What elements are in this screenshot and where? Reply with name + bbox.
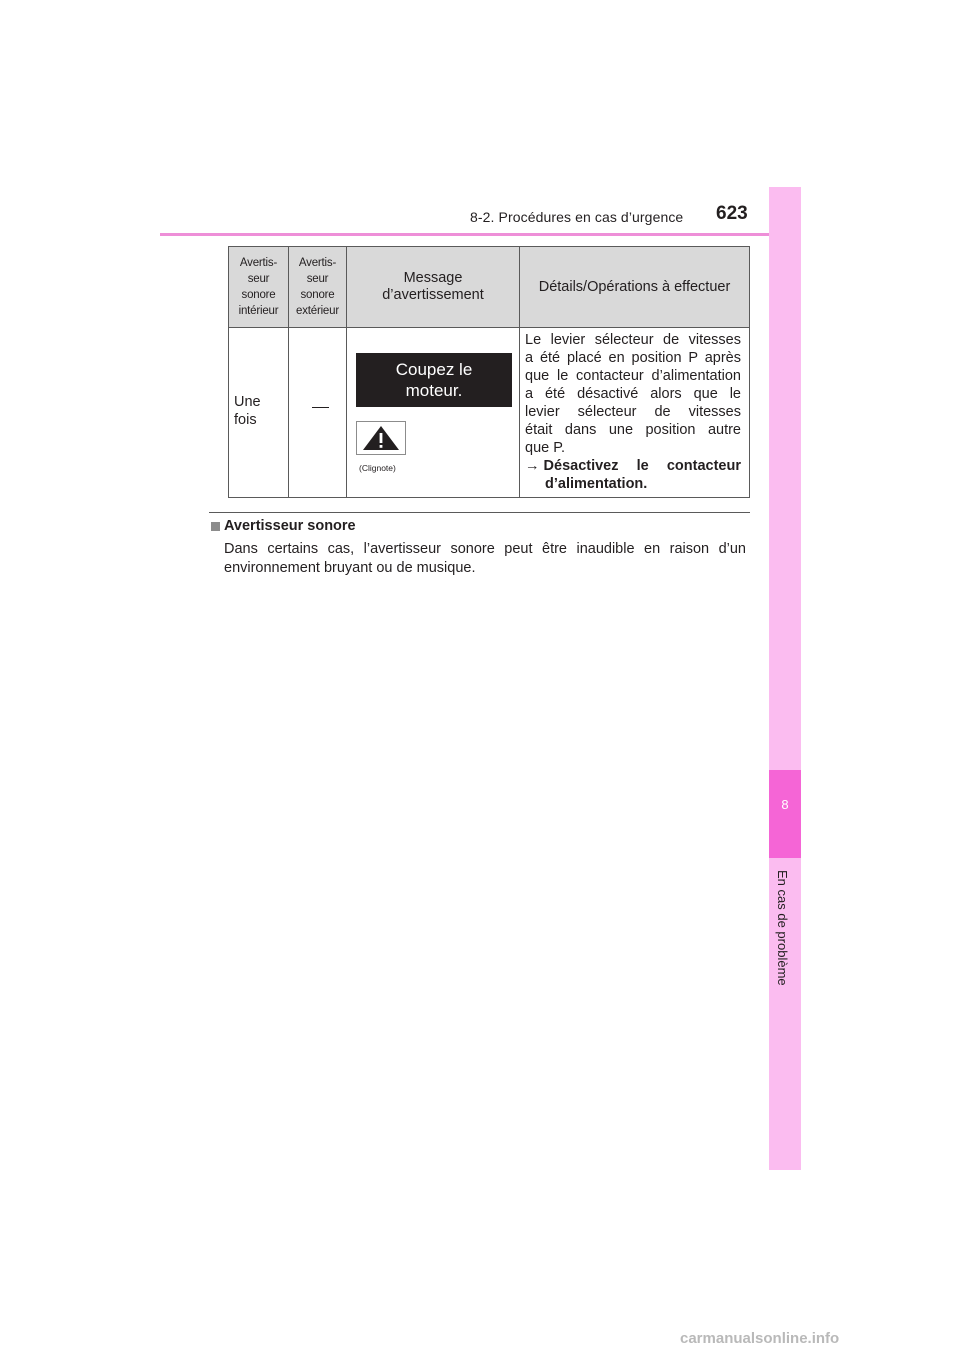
details-line: que le contacteur d’alimentation bbox=[525, 368, 741, 384]
chapter-label: En cas de problème bbox=[775, 870, 790, 986]
body-line: environnement bruyant ou de musique. bbox=[224, 560, 476, 576]
interior-buzzer-cell bbox=[234, 393, 261, 429]
section-title: 8-2. Procédures en cas d’urgence bbox=[470, 209, 684, 225]
body-line: Dans certains cas, l’avertisseur sonore peut être inaudible en raison d’un bbox=[224, 541, 746, 557]
details-text bbox=[525, 331, 741, 457]
details-line: était dans une position autre bbox=[525, 422, 741, 438]
details-line: a été placé en position P après bbox=[525, 350, 741, 366]
details-line: que P. bbox=[525, 440, 566, 456]
header-text: intérieur bbox=[238, 305, 279, 317]
section-body bbox=[224, 540, 746, 578]
header-message bbox=[347, 247, 519, 327]
chapter-side-tab-active bbox=[769, 770, 801, 858]
header-text: seur bbox=[306, 273, 329, 285]
header-text: Message bbox=[403, 270, 463, 286]
details-line: Le levier sélecteur de vitesses bbox=[525, 332, 741, 348]
message-text: moteur. bbox=[405, 381, 463, 400]
header-text: sonore bbox=[300, 289, 335, 301]
header-text: seur bbox=[247, 273, 270, 285]
section-divider bbox=[209, 512, 750, 513]
header-text: d’avertissement bbox=[382, 287, 484, 303]
action-word: Désactivez bbox=[543, 458, 619, 474]
square-bullet-icon bbox=[211, 522, 220, 531]
action-line: d’alimentation. bbox=[545, 476, 648, 492]
cell-text: Une bbox=[234, 394, 261, 410]
warning-indicator bbox=[356, 421, 406, 455]
watermark: carmanualsonline.info bbox=[680, 1330, 840, 1347]
details-line: levier sélecteur de vitesses bbox=[525, 404, 741, 420]
page-number: 623 bbox=[716, 203, 748, 224]
warning-triangle-icon bbox=[361, 424, 401, 452]
section-heading: Avertisseur sonore bbox=[224, 518, 356, 534]
header-interior-buzzer bbox=[229, 247, 288, 327]
indicator-note: (Clignote) bbox=[359, 463, 396, 473]
action-word: le bbox=[636, 458, 649, 474]
details-action bbox=[525, 457, 741, 493]
chapter-number: 8 bbox=[781, 797, 789, 812]
warning-message-display bbox=[356, 353, 512, 407]
warning-table bbox=[228, 246, 750, 498]
header-text: Avertis- bbox=[298, 257, 337, 269]
header-details: Détails/Opérations à effectuer bbox=[538, 278, 731, 295]
header-rule bbox=[160, 233, 800, 236]
details-line: a été désactivé alors que le bbox=[525, 386, 741, 402]
header-text: sonore bbox=[241, 289, 276, 301]
arrow-icon: → bbox=[525, 458, 540, 474]
action-word: contacteur bbox=[666, 458, 741, 474]
action-line bbox=[525, 457, 619, 475]
exterior-buzzer-dash bbox=[312, 407, 329, 408]
header-text: extérieur bbox=[296, 305, 339, 317]
header-text: Avertis- bbox=[239, 257, 278, 269]
message-text: Coupez le bbox=[395, 360, 473, 379]
header-exterior-buzzer bbox=[289, 247, 346, 327]
chapter-side-tab bbox=[769, 187, 801, 1170]
cell-text: fois bbox=[234, 412, 257, 428]
